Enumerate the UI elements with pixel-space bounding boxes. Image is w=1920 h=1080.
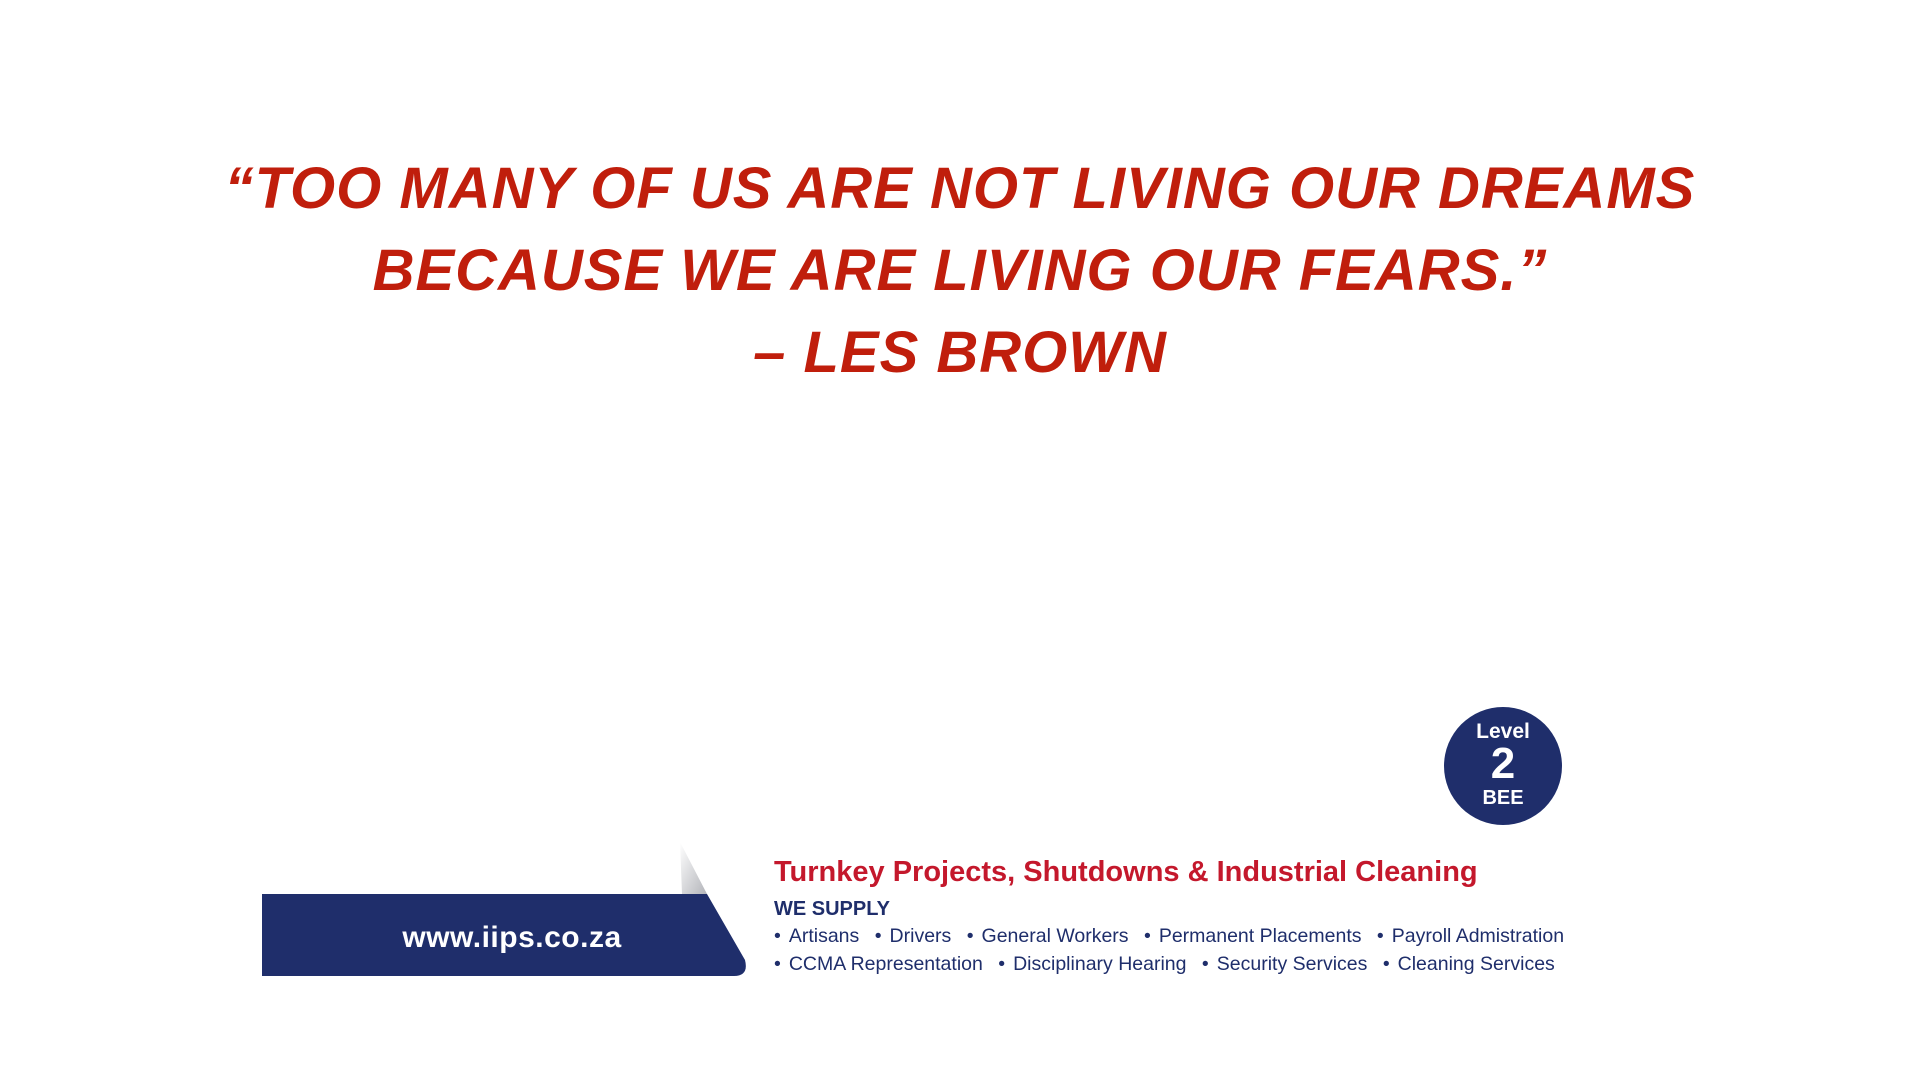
supply-item: • CCMA Representation bbox=[774, 953, 983, 975]
supply-item: • General Workers bbox=[967, 925, 1129, 947]
quote bbox=[0, 148, 1920, 394]
quote-line-2: BECAUSE WE ARE LIVING OUR FEARS.” bbox=[372, 238, 1548, 303]
supply-item: • Permanent Placements bbox=[1144, 925, 1362, 947]
supply-item: • Drivers bbox=[875, 925, 952, 947]
bee-label: BEE bbox=[1482, 787, 1524, 809]
supply-heading: WE SUPPLY bbox=[774, 898, 890, 920]
bee-level-label: Level bbox=[1476, 720, 1530, 743]
website-banner[interactable] bbox=[262, 842, 752, 978]
bee-level-badge bbox=[1444, 707, 1562, 825]
supply-line-2 bbox=[774, 950, 1564, 978]
services-panel bbox=[774, 854, 1564, 978]
bee-level-number: 2 bbox=[1490, 739, 1516, 788]
supply-line-1 bbox=[774, 922, 1564, 950]
quote-author: – LES BROWN bbox=[753, 320, 1167, 385]
supply-item: • Disciplinary Hearing bbox=[998, 953, 1186, 975]
supply-item: • Security Services bbox=[1202, 953, 1367, 975]
supply-item: • Payroll Admistration bbox=[1377, 925, 1564, 947]
supply-item: • Cleaning Services bbox=[1383, 953, 1555, 975]
website-url[interactable]: www.iips.co.za bbox=[402, 921, 622, 954]
quote-line-1: “TOO MANY OF US ARE NOT LIVING OUR DREAMS bbox=[224, 156, 1696, 221]
supply-item: • Artisans bbox=[774, 925, 859, 947]
services-title: Turnkey Projects, Shutdowns & Industrial Cleaning bbox=[774, 856, 1478, 888]
